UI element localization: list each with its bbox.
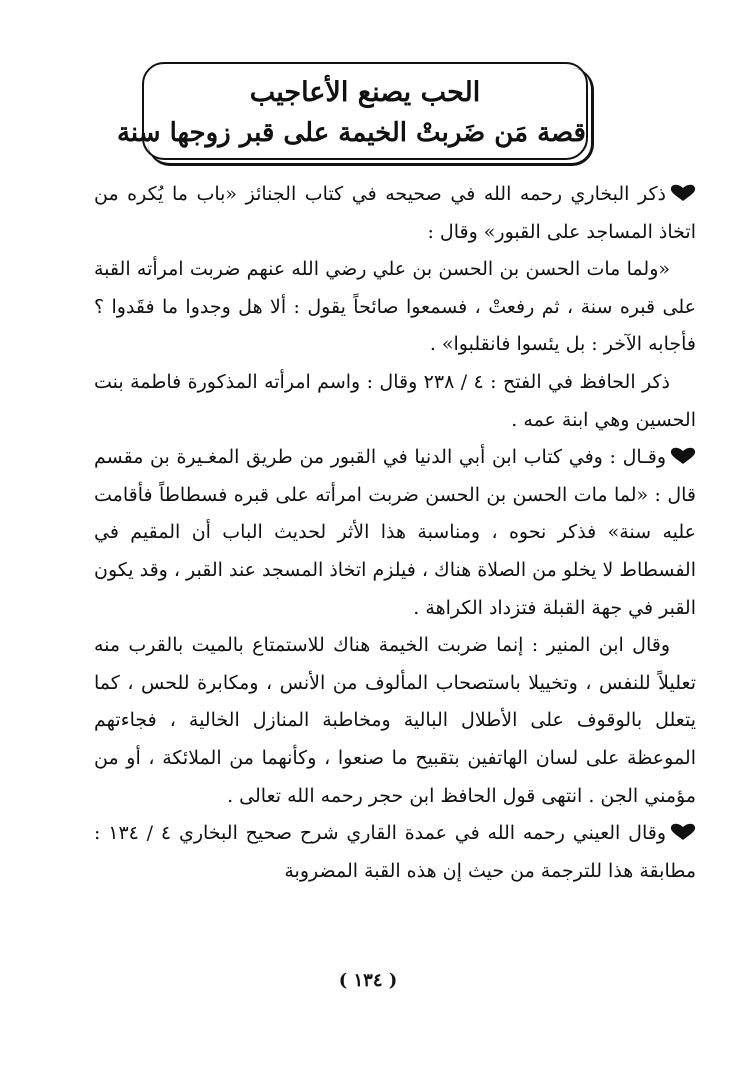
- page-number: ( ١٣٤ ): [338, 970, 398, 991]
- paragraph-text: ذكر البخاري رحمه الله في صحيحه في كتاب الجنائز «باب ما يُكره من اتخاذ المساجد على القبور» وقال :: [94, 183, 696, 243]
- paragraph-6: [94, 815, 696, 890]
- paragraph-3: [94, 364, 696, 439]
- heart-icon: [670, 823, 696, 841]
- paragraph-text: ذكر الحافظ في الفتح : ٤ / ٢٣٨ وقال : واسم امرأته المذكورة فاطمة بنت الحسين وهي ابنة عمه .: [94, 370, 696, 431]
- title-frame: [116, 62, 588, 160]
- paragraph-text: وقـال : وفي كتاب ابن أبي الدنيا في القبور من طريق المغـيرة بن مقسم قال : «لما مات الحسن بن الحسن ضربت امرأته على قبره فسطاطاً فأقامت عليه سنة» فذكر نحوه ، ومناسبة هذا الأثر لحديث الباب أن المقيم في الفسطاط لا يخلو من الصلاة هناك ، فيلزم اتخاذ المسجد عند القبر ، وقد يكون القبر في جهة القبلة فتزداد الكراهة .: [94, 446, 696, 619]
- paragraph-2: [94, 251, 696, 364]
- paragraph-text: «ولما مات الحسن بن الحسن بن علي رضي الله عنهم ضربت امرأته القبة على قبره سنة ، ثم رفعتْ ، فسمعوا صائحاً يقول : ألا هل وجدوا ما فقَدوا ؟ فأجابه الآخر : بل يئسوا فانقلبوا» .: [94, 258, 696, 356]
- heart-icon: [670, 184, 696, 202]
- page-subtitle: قصة مَن ضَربتْ الخيمة على قبر زوجها سنة: [116, 118, 586, 148]
- paragraph-1: [94, 176, 696, 251]
- page-title: الحب يصنع الأعاجيب: [249, 77, 481, 108]
- body-text: [94, 176, 696, 890]
- paragraph-5: [94, 627, 696, 815]
- paragraph-text: وقال العيني رحمه الله في عمدة القاري شرح صحيح البخاري ٤ / ١٣٤ : مطابقة هذا للترجمة من حيث إن هذه القبة المضروبة: [94, 822, 696, 882]
- paragraph-text: وقال ابن المنير : إنما ضربت الخيمة هناك للاستمتاع بالميت بالقرب منه تعليلاً للنفس ، وتخييلا باستصحاب المألوف من الأنس ، ومكابرة للحس ، كما يتعلل بالوقوف على الأطلال البالية ومخاطبة المنازل الخالية ، فجاءتهم الموعظة على لسان الهاتفين بتقبيح ما صنعوا ، وكأنهما من الملائكة ، أو من مؤمني الجن . انتهى قول الحافظ ابن حجر رحمه الله تعالى .: [94, 634, 696, 807]
- heart-icon: [670, 447, 696, 465]
- paragraph-4: [94, 439, 696, 627]
